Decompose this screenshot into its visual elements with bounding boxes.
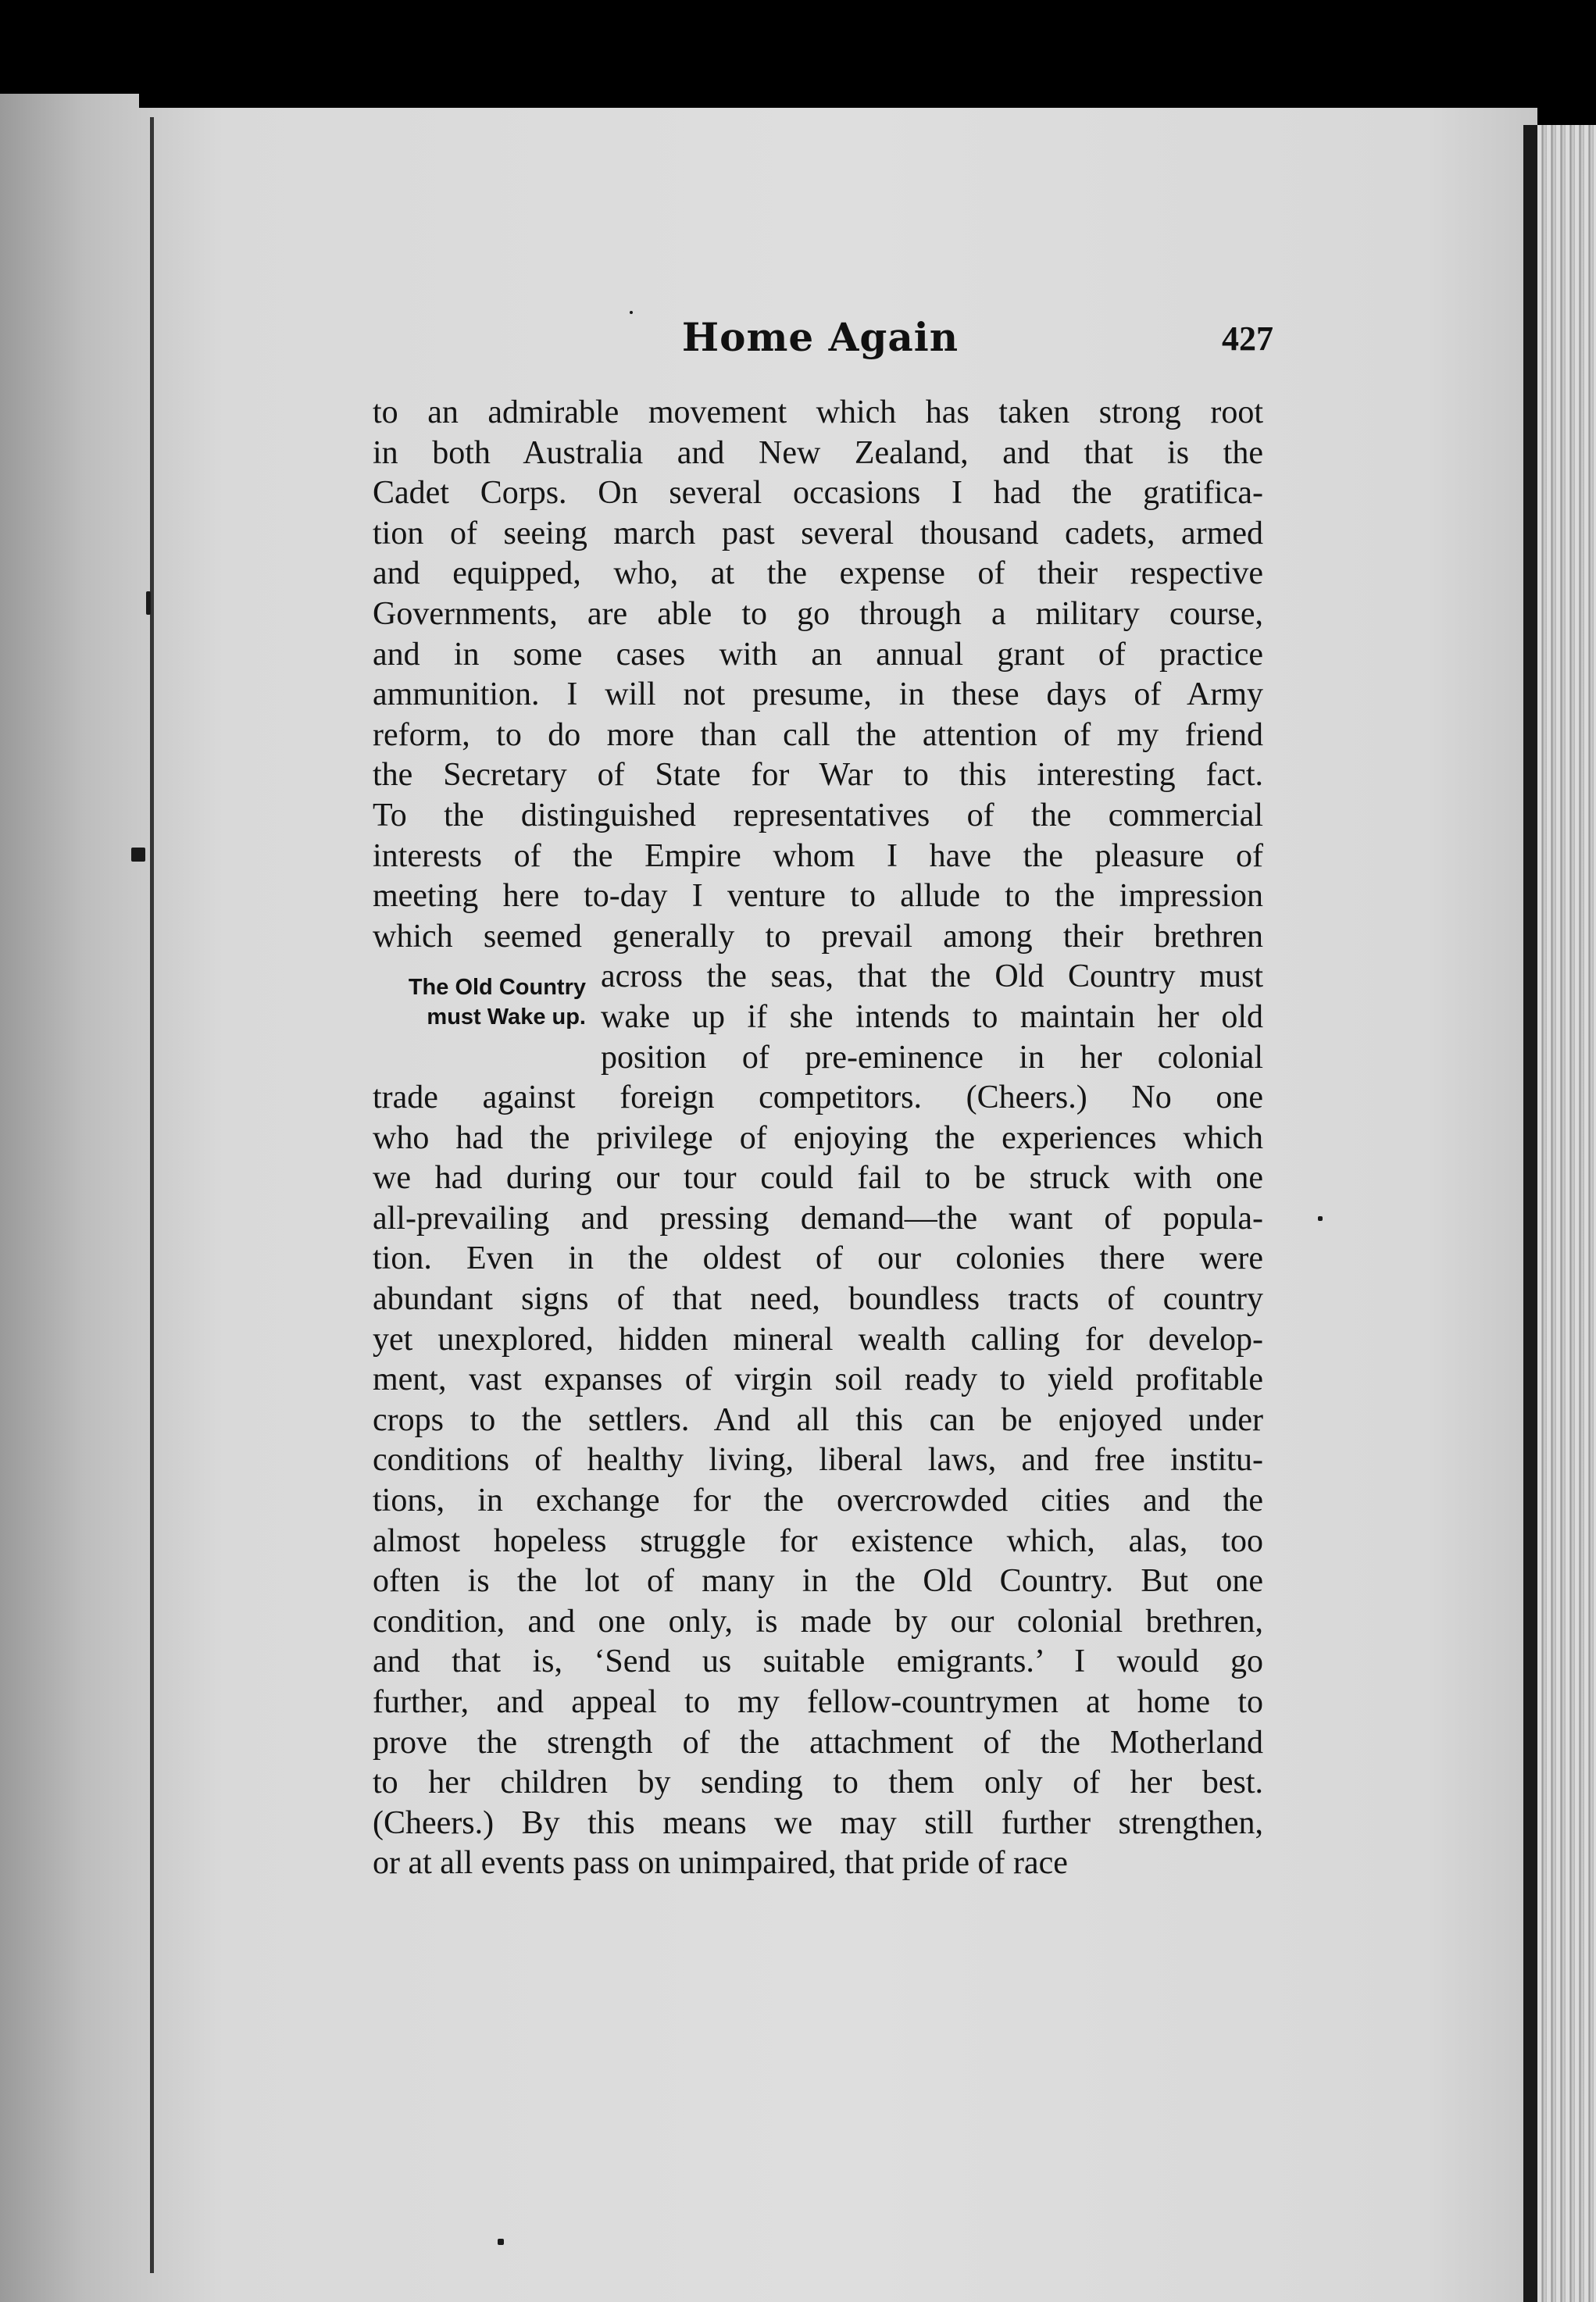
text-line: and that is, ‘Send us suitable emigrants.’ I would go [373, 1644, 1263, 1680]
text-line: tions, in exchange for the overcrowded cities and the [373, 1483, 1263, 1519]
text-line: to her children by sending to them only of her best. [373, 1765, 1263, 1801]
text-line: To the distinguished representatives of the commercial [373, 797, 1263, 833]
text-line: ment, vast expanses of virgin soil ready to yield profitable [373, 1362, 1263, 1398]
text-line: Governments, are able to go through a military course, [373, 595, 1263, 632]
page-header [367, 314, 1273, 369]
text-line: abundant signs of that need, boundless tracts of country [373, 1281, 1263, 1318]
page-edge-shadow [1523, 125, 1537, 2302]
page-stack-edges [1537, 125, 1596, 2302]
text-line: wake up if she intends to maintain her old [601, 998, 1263, 1035]
text-line: meeting here to-day I venture to allude to the impression [373, 878, 1263, 915]
speck-mark [131, 848, 145, 862]
text-line: (Cheers.) By this means we may still further strengthen, [373, 1804, 1263, 1841]
text-line: position of pre-eminence in her colonial [601, 1039, 1263, 1076]
binding-shadow [0, 94, 139, 2302]
text-line: conditions of healthy living, liberal laws, and free institu- [373, 1442, 1263, 1479]
text-line: who had the privilege of enjoying the experiences which [373, 1119, 1263, 1156]
margin-note-line: must Wake up. [427, 1005, 586, 1030]
text-line: and in some cases with an annual grant of practice [373, 636, 1263, 673]
speck-mark [146, 591, 151, 615]
margin-note-line: The Old Country [408, 975, 586, 1000]
text-line: and equipped, who, at the expense of their respective [373, 555, 1263, 592]
text-line: in both Australia and New Zealand, and that is the [373, 434, 1263, 471]
text-line: we had during our tour could fail to be struck with one [373, 1160, 1263, 1197]
text-line: crops to the settlers. And all this can be enjoyed under [373, 1401, 1263, 1438]
text-line: tion of seeing march past several thousand cadets, armed [373, 515, 1263, 551]
speck-mark [498, 2239, 504, 2245]
text-line: all-prevailing and pressing demand—the want of popula- [373, 1200, 1263, 1237]
text-line: further, and appeal to my fellow-countrymen at home to [373, 1684, 1263, 1720]
text-line: which seemed generally to prevail among their brethren [373, 918, 1263, 955]
text-line: tion. Even in the oldest of our colonies there were [373, 1240, 1263, 1277]
text-line: reform, to do more than call the attention of my friend [373, 716, 1263, 753]
text-line: the Secretary of State for War to this interesting fact. [373, 757, 1263, 794]
text-line: trade against foreign competitors. (Cheers.) No one [373, 1080, 1263, 1116]
text-line: almost hopeless struggle for existence which, alas, too [373, 1522, 1263, 1559]
binding-edge-line [150, 117, 154, 2273]
text-line: often is the lot of many in the Old Country. But one [373, 1563, 1263, 1600]
body-text [373, 393, 1263, 1884]
text-line: condition, and one only, is made by our colonial brethren, [373, 1603, 1263, 1640]
running-head: Home Again [681, 314, 959, 360]
text-line: or at all events pass on unimpaired, that pride of race [373, 1845, 1068, 1882]
text-line: interests of the Empire whom I have the pleasure of [373, 837, 1263, 874]
text-line: across the seas, that the Old Country must [601, 958, 1263, 995]
speck-mark [1318, 1216, 1323, 1221]
text-line: prove the strength of the attachment of the Motherland [373, 1724, 1263, 1761]
text-line: to an admirable movement which has taken strong root [373, 394, 1263, 430]
text-line: Cadet Corps. On several occasions I had the gratifica- [373, 475, 1263, 512]
text-line: yet unexplored, hidden mineral wealth calling for develop- [373, 1321, 1263, 1358]
page-number: 427 [1222, 319, 1273, 358]
text-line: ammunition. I will not presume, in these days of Army [373, 676, 1263, 713]
